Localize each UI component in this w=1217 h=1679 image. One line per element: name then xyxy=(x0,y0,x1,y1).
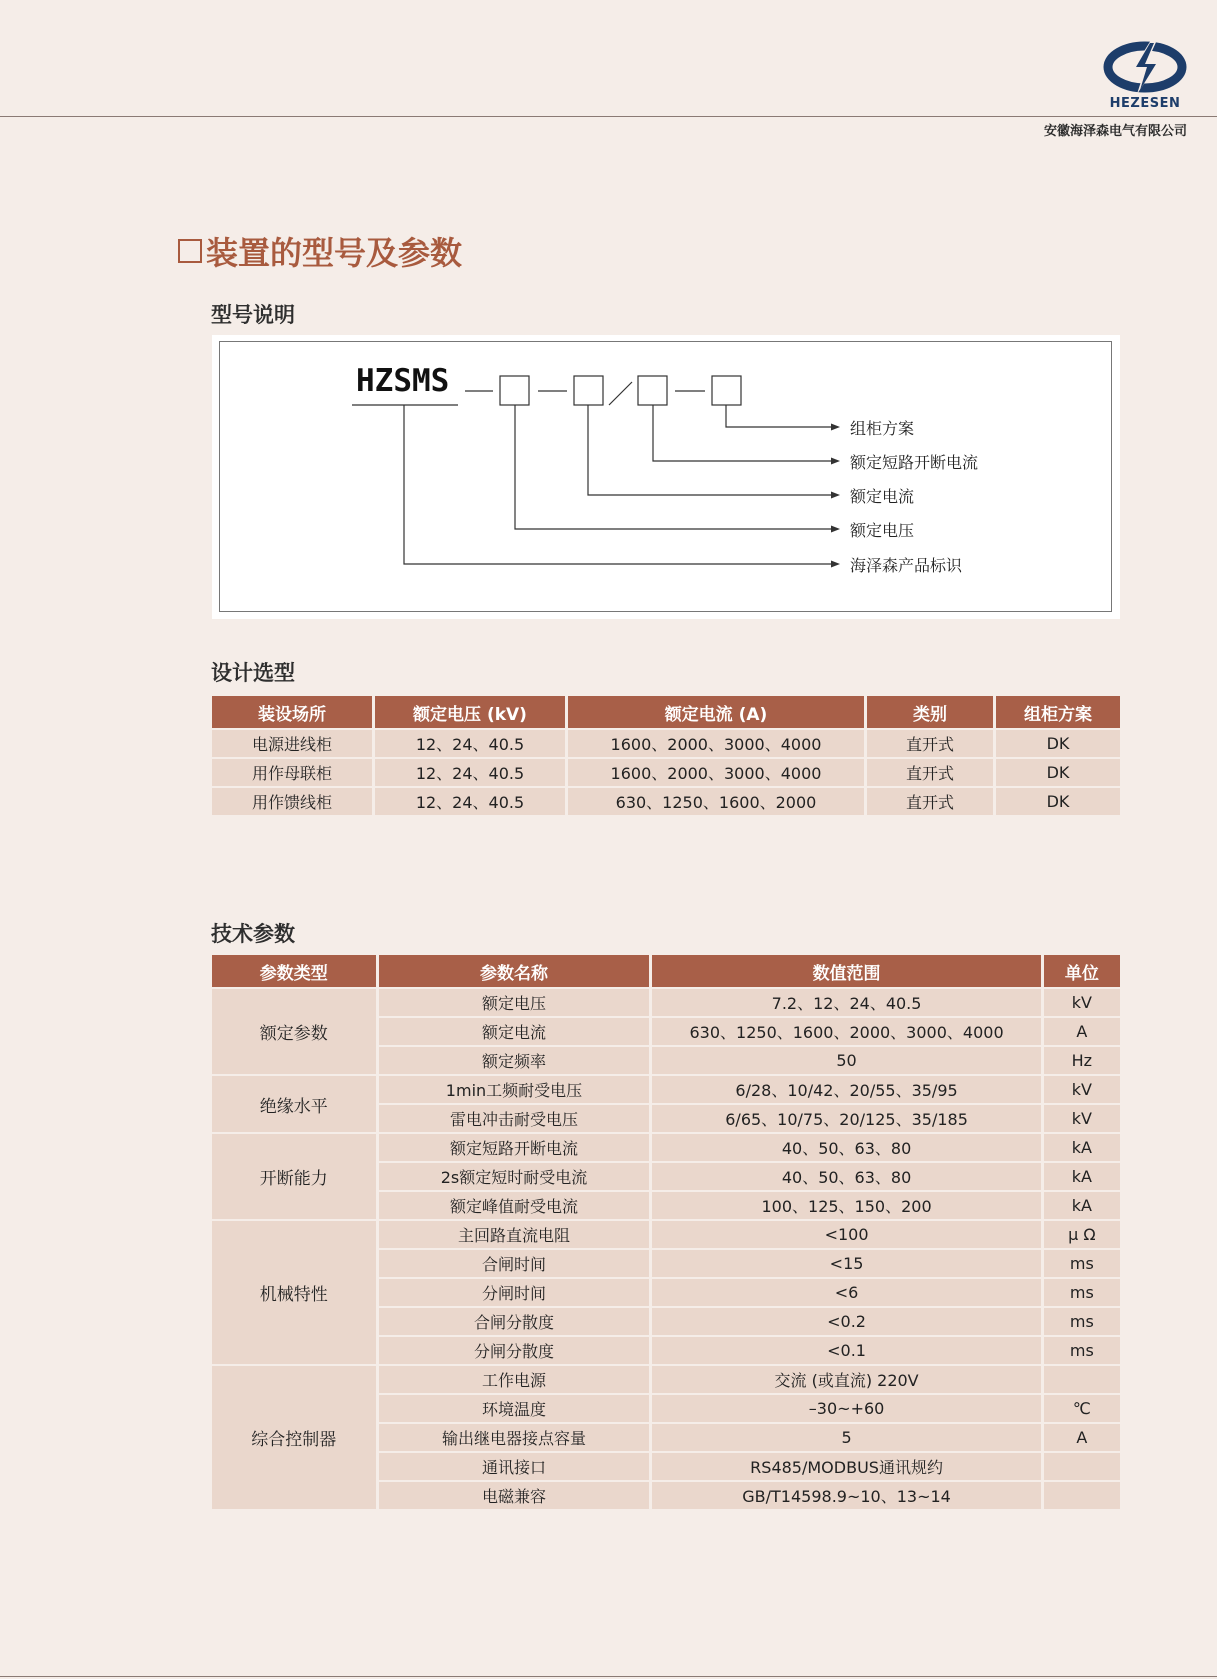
table-cell: 5 xyxy=(652,1424,1040,1451)
table-cell: 1600、2000、3000、4000 xyxy=(568,759,864,786)
table-cell: DK xyxy=(996,759,1120,786)
table-cell: 1600、2000、3000、4000 xyxy=(568,730,864,757)
group-cell: 综合控制器 xyxy=(212,1366,376,1509)
table-cell: <0.1 xyxy=(652,1337,1040,1364)
label-product-id: 海泽森产品标识 xyxy=(850,556,963,575)
table-cell: 用作馈线柜 xyxy=(212,788,372,815)
diagram-lines xyxy=(212,335,1120,619)
table-cell: 输出继电器接点容量 xyxy=(379,1424,650,1451)
table-cell: <15 xyxy=(652,1250,1040,1277)
header-divider xyxy=(0,116,1217,117)
table-cell: μ Ω xyxy=(1044,1221,1120,1248)
table-cell: 分闸分散度 xyxy=(379,1337,650,1364)
table-cell: ms xyxy=(1044,1337,1120,1364)
table-cell: 主回路直流电阻 xyxy=(379,1221,650,1248)
label-short-circuit-current: 额定短路开断电流 xyxy=(850,453,979,472)
group-cell: 机械特性 xyxy=(212,1221,376,1364)
table-cell: kV xyxy=(1044,1105,1120,1132)
group-cell: 绝缘水平 xyxy=(212,1076,376,1132)
table-cell: 6/28、10/42、20/55、35/95 xyxy=(652,1076,1040,1103)
table-row xyxy=(212,730,1120,757)
table-cell: RS485/MODBUS通讯规约 xyxy=(652,1453,1040,1480)
table-cell: 12、24、40.5 xyxy=(375,788,565,815)
table-cell: 直开式 xyxy=(867,788,993,815)
table-cell: 2s额定短时耐受电流 xyxy=(379,1163,650,1190)
table-cell: ms xyxy=(1044,1250,1120,1277)
col-header: 类别 xyxy=(867,696,993,728)
table-cell: 1min工频耐受电压 xyxy=(379,1076,650,1103)
table-cell: 630、1250、1600、2000 xyxy=(568,788,864,815)
page-title-text: 装置的型号及参数 xyxy=(206,234,463,272)
table-cell: 额定电流 xyxy=(379,1018,650,1045)
table-cell: 7.2、12、24、40.5 xyxy=(652,989,1040,1016)
group-cell: 开断能力 xyxy=(212,1134,376,1219)
table-cell: 6/65、10/75、20/125、35/185 xyxy=(652,1105,1040,1132)
table-cell: 合闸时间 xyxy=(379,1250,650,1277)
col-header: 装设场所 xyxy=(212,696,372,728)
tech-heading: 技术参数 xyxy=(211,922,295,946)
table-cell xyxy=(1044,1366,1120,1393)
table-cell: 额定电压 xyxy=(379,989,650,1016)
table-cell: <0.2 xyxy=(652,1308,1040,1335)
col-header: 额定电流 (A) xyxy=(568,696,864,728)
table-cell: 交流 (或直流) 220V xyxy=(652,1366,1040,1393)
design-table xyxy=(209,694,1123,817)
company-name: 安徽海泽森电气有限公司 xyxy=(1043,124,1187,139)
square-bullet-icon xyxy=(178,239,202,263)
table-cell: 50 xyxy=(652,1047,1040,1074)
table-cell: 合闸分散度 xyxy=(379,1308,650,1335)
footer-divider xyxy=(0,1676,1217,1677)
table-cell xyxy=(1044,1482,1120,1509)
table-cell: A xyxy=(1044,1018,1120,1045)
label-rated-voltage: 额定电压 xyxy=(850,521,915,540)
table-cell: 通讯接口 xyxy=(379,1453,650,1480)
table-cell: 电磁兼容 xyxy=(379,1482,650,1509)
table-cell: 直开式 xyxy=(867,730,993,757)
table-cell: kV xyxy=(1044,989,1120,1016)
table-cell: ms xyxy=(1044,1308,1120,1335)
table-cell: 12、24、40.5 xyxy=(375,730,565,757)
table-row xyxy=(212,1076,1120,1103)
table-row xyxy=(212,1221,1120,1248)
model-heading: 型号说明 xyxy=(211,303,295,327)
table-cell: kA xyxy=(1044,1163,1120,1190)
col-header: 参数名称 xyxy=(379,955,650,987)
table-cell: ms xyxy=(1044,1279,1120,1306)
table-row xyxy=(212,989,1120,1016)
table-row xyxy=(212,759,1120,786)
table-cell: 100、125、150、200 xyxy=(652,1192,1040,1219)
table-cell: <100 xyxy=(652,1221,1040,1248)
table-cell: kA xyxy=(1044,1192,1120,1219)
table-row xyxy=(212,1366,1120,1393)
col-header: 数值范围 xyxy=(652,955,1040,987)
col-header: 参数类型 xyxy=(212,955,376,987)
table-cell: 630、1250、1600、2000、3000、4000 xyxy=(652,1018,1040,1045)
table-cell: 40、50、63、80 xyxy=(652,1134,1040,1161)
table-cell: DK xyxy=(996,788,1120,815)
table-cell: 额定短路开断电流 xyxy=(379,1134,650,1161)
table-cell: <6 xyxy=(652,1279,1040,1306)
table-cell xyxy=(1044,1453,1120,1480)
label-rated-current: 额定电流 xyxy=(850,487,915,506)
table-cell: 直开式 xyxy=(867,759,993,786)
model-code: HZSMS xyxy=(356,363,450,399)
table-cell: A xyxy=(1044,1424,1120,1451)
table-cell: 40、50、63、80 xyxy=(652,1163,1040,1190)
table-cell: 用作母联柜 xyxy=(212,759,372,786)
table-cell: Hz xyxy=(1044,1047,1120,1074)
table-cell: kA xyxy=(1044,1134,1120,1161)
table-cell: 额定频率 xyxy=(379,1047,650,1074)
label-cabinet-scheme: 组柜方案 xyxy=(850,419,915,438)
table-cell: 电源进线柜 xyxy=(212,730,372,757)
table-cell: GB/T14598.9~10、13~14 xyxy=(652,1482,1040,1509)
page-title xyxy=(178,228,462,274)
table-cell: 额定峰值耐受电流 xyxy=(379,1192,650,1219)
col-header: 组柜方案 xyxy=(996,696,1120,728)
table-cell: 12、24、40.5 xyxy=(375,759,565,786)
table-cell: 环境温度 xyxy=(379,1395,650,1422)
brand-name: HEZESEN xyxy=(1109,96,1181,111)
table-cell: –30~+60 xyxy=(652,1395,1040,1422)
table-row xyxy=(212,788,1120,815)
table-cell: 工作电源 xyxy=(379,1366,650,1393)
col-header: 额定电压 (kV) xyxy=(375,696,565,728)
lightning-logo-icon xyxy=(1103,38,1187,96)
table-cell: kV xyxy=(1044,1076,1120,1103)
tech-table xyxy=(209,953,1123,1511)
design-heading: 设计选型 xyxy=(211,661,295,685)
table-cell: 雷电冲击耐受电压 xyxy=(379,1105,650,1132)
col-header: 单位 xyxy=(1044,955,1120,987)
table-cell: DK xyxy=(996,730,1120,757)
table-cell: 分闸时间 xyxy=(379,1279,650,1306)
model-diagram xyxy=(212,335,1120,619)
table-cell: ℃ xyxy=(1044,1395,1120,1422)
group-cell: 额定参数 xyxy=(212,989,376,1074)
table-row xyxy=(212,1134,1120,1161)
